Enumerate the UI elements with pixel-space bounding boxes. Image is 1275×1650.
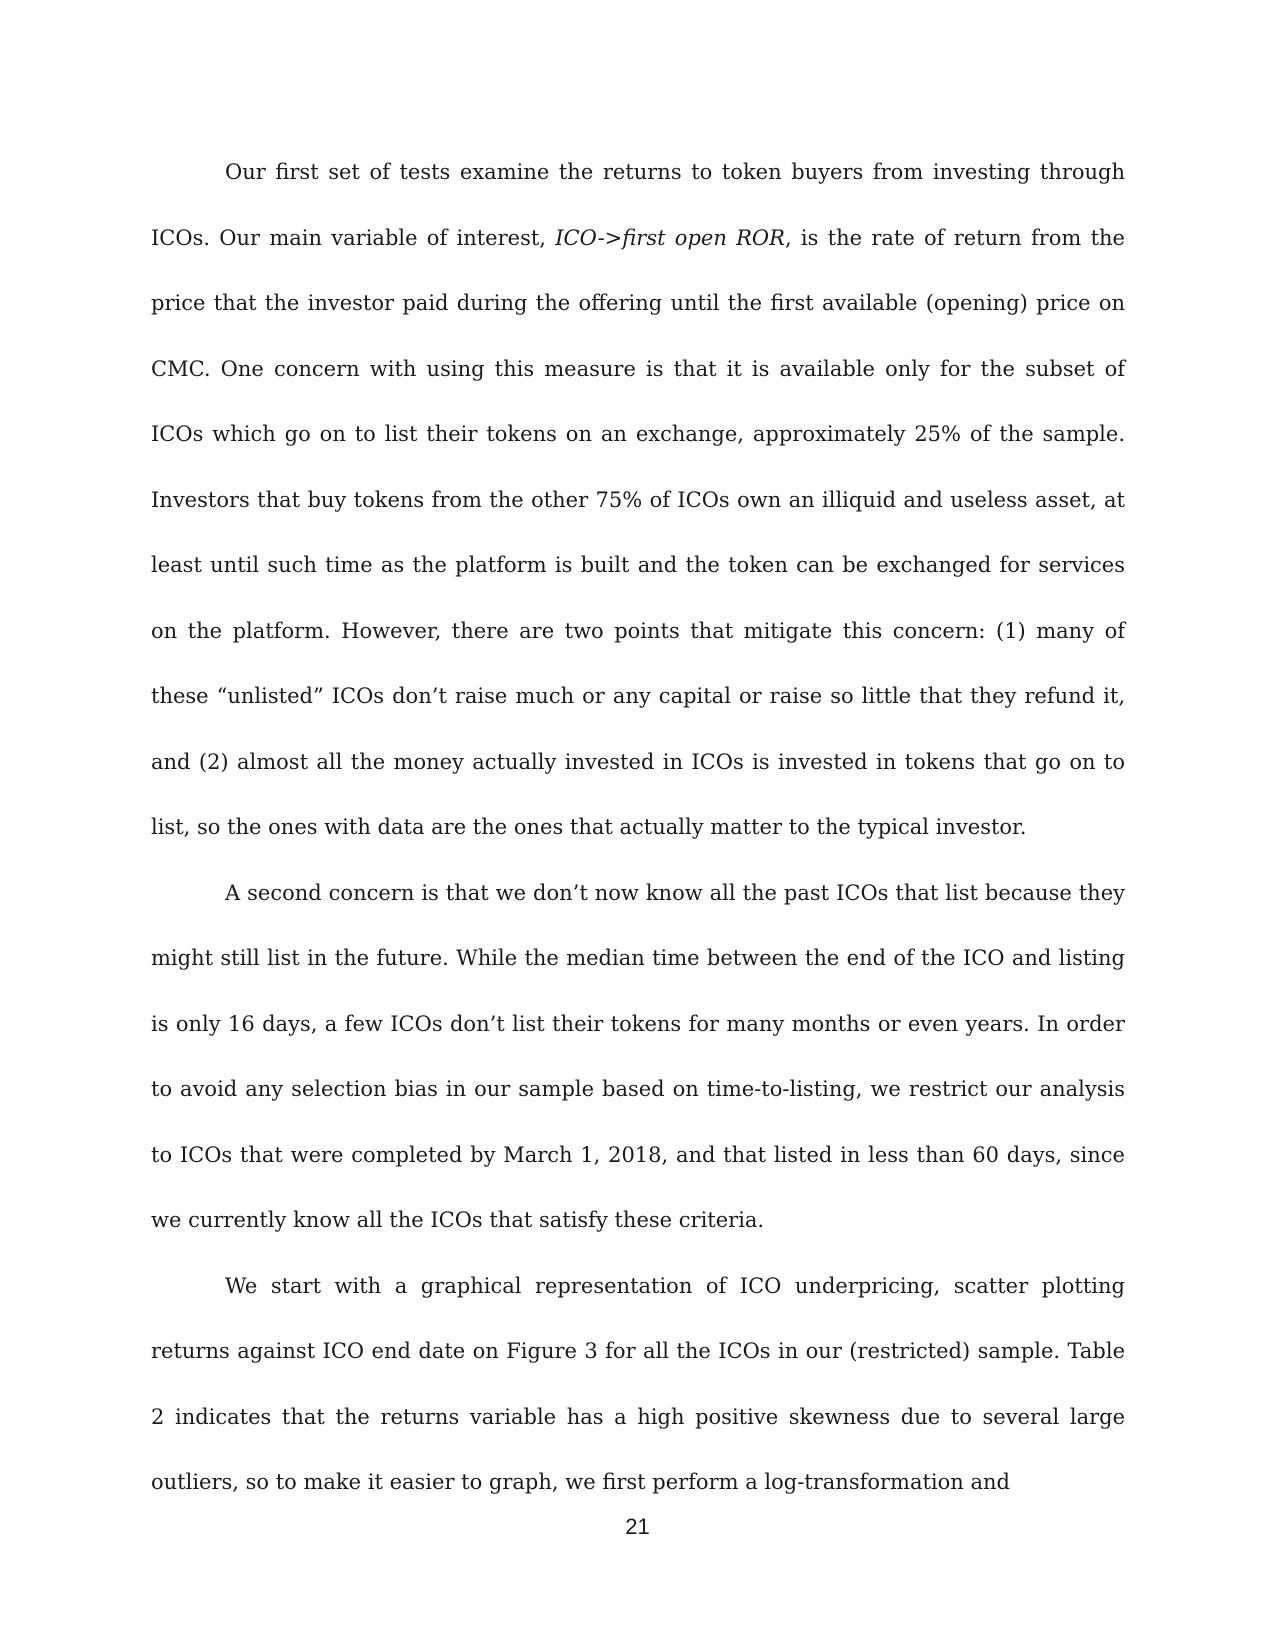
- paragraph-text: , is the rate of return from the price that the investor paid during the offering until the first available (opening) price on CMC. One concern with using this measure is that it is available only for the subset of ICOs which go on to list their tokens on an exchange, approximately 25% of the sample. Investors that buy tokens from the other 75% of ICOs own an illiquid and useless asset, at least until such time as the platform is built and the token can be exchanged for services on the platform. However, there are two points that mitigate this concern: (1) many of these “unlisted” ICOs don’t raise much or any capital or raise so little that they refund it, and (2) almost all the money actually invested in ICOs is invested in tokens that go on to list, so the ones with data are the ones that actually matter to the typical investor.: [151, 225, 1125, 839]
- paragraph-returns-to-token-buyers: [151, 140, 1125, 861]
- paragraph-text: Our first set of tests examine the returns to token buyers from investing through ICOs. Our main variable of interest,: [151, 160, 1125, 250]
- paragraph-graphical-representation: We start with a graphical representation of ICO underpricing, scatter plotting returns against ICO end date on Figure 3 for all the ICOs in our (restricted) sample. Table 2 indicates that the returns variable has a high positive skewness due to several large outliers, so to make it easier to graph, we first perform a log-transformation and: [151, 1273, 1125, 1494]
- page-number: 21: [625, 1514, 650, 1539]
- variable-name-italic: ICO->first open ROR: [555, 225, 785, 250]
- paragraph-second-concern: A second concern is that we don’t now know all the past ICOs that list because they might still list in the future. While the median time between the end of the ICO and listing is only 16 days, a few ICOs don’t list their tokens for many months or even years. In order to avoid any selection bias in our sample based on time-to-listing, we restrict our analysis to ICOs that were completed by March 1, 2018, and that listed in less than 60 days, since we currently know all the ICOs that satisfy these criteria.: [151, 880, 1125, 1232]
- body-text: [151, 140, 1125, 1516]
